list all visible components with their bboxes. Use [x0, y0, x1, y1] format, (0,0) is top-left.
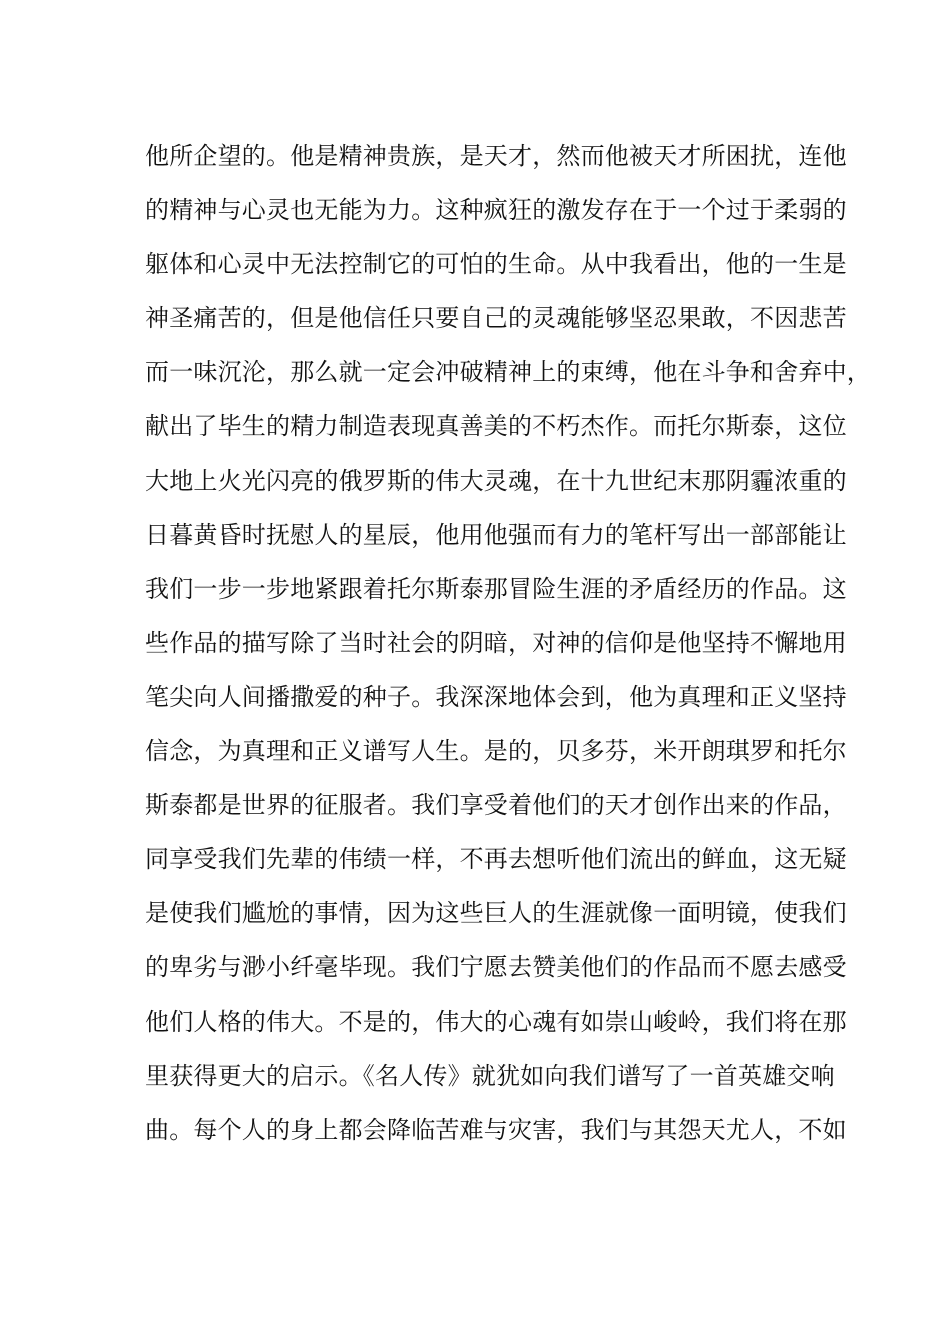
text-line: 他们人格的伟大。不是的，伟大的心魂有如崇山峻岭，我们将在那: [145, 1007, 847, 1036]
text-line: 大地上火光闪亮的俄罗斯的伟大灵魂，在十九世纪末那阴霾浓重的: [145, 466, 847, 495]
text-line: 的精神与心灵也无能为力。这种疯狂的激发存在于一个过于柔弱的: [145, 196, 847, 225]
text-line: 日暮黄昏时抚慰人的星辰，他用他强而有力的笔杆写出一部部能让: [145, 520, 847, 549]
text-line: 我们一步一步地紧跟着托尔斯泰那冒险生涯的矛盾经历的作品。这: [145, 574, 847, 603]
text-line: 而一味沉沦，那么就一定会冲破精神上的束缚，他在斗争和舍弃中，: [145, 358, 871, 387]
text-line: 斯泰都是世界的征服者。我们享受着他们的天才创作出来的作品，: [145, 791, 847, 820]
text-line: 些作品的描写除了当时社会的阴暗，对神的信仰是他坚持不懈地用: [145, 628, 847, 657]
text-line: 躯体和心灵中无法控制它的可怕的生命。从中我看出，他的一生是: [145, 250, 847, 279]
text-line: 的卑劣与渺小纤毫毕现。我们宁愿去赞美他们的作品而不愿去感受: [145, 953, 847, 982]
text-line: 献出了毕生的精力制造表现真善美的不朽杰作。而托尔斯泰，这位: [145, 412, 847, 441]
text-line: 他所企望的。他是精神贵族，是天才，然而他被天才所困扰，连他: [145, 142, 847, 170]
text-line: 同享受我们先辈的伟绩一样，不再去想听他们流出的鲜血，这无疑: [145, 845, 847, 874]
text-line: 曲。每个人的身上都会降临苦难与灾害，我们与其怨天尤人，不如: [145, 1115, 847, 1144]
text-line: 是使我们尴尬的事情，因为这些巨人的生涯就像一面明镜，使我们: [145, 899, 847, 928]
text-line: 神圣痛苦的，但是他信任只要自己的灵魂能够坚忍果敢，不因悲苦: [145, 304, 847, 333]
text-line: 信念，为真理和正义谱写人生。是的，贝多芬，米开朗琪罗和托尔: [145, 737, 847, 766]
body-paragraph: [145, 129, 871, 1157]
text-line: 里获得更大的启示。《名人传》就犹如向我们谱写了一首英雄交响: [145, 1061, 835, 1090]
text-line: 笔尖向人间播撒爱的种子。我深深地体会到，他为真理和正义坚持: [145, 682, 847, 711]
